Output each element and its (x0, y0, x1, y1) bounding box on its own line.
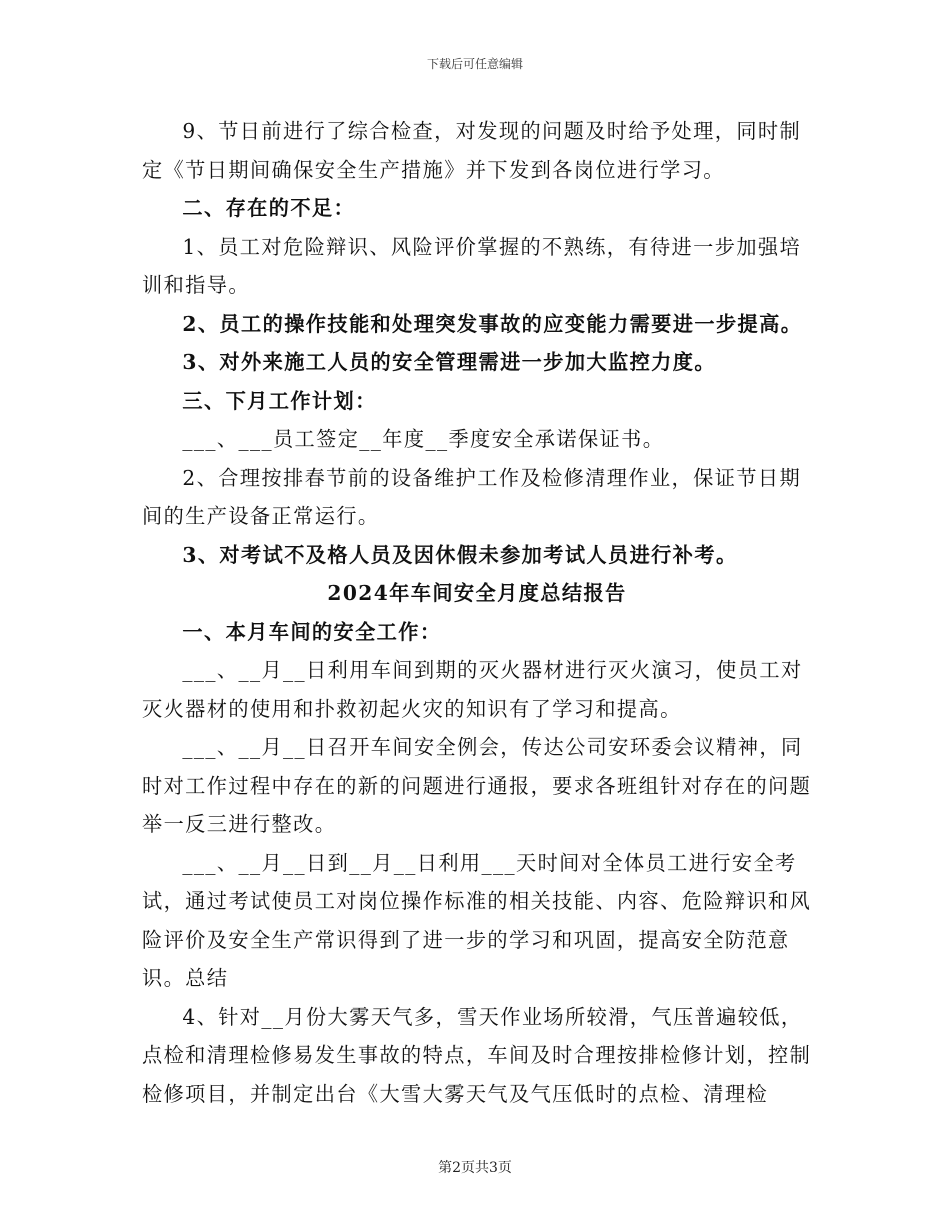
paragraph-1: 9、节日前进行了综合检查，对发现的问题及时给予处理，同时制定《节日期间确保安全生产措施》并下发到各岗位进行学习。 (142, 119, 802, 182)
paragraph-2: 1、员工对危险辩识、风险评价掌握的不熟练，有待进一步加强培训和指导。 (142, 234, 802, 297)
paragraph-9: ___、__月__日召开车间安全例会，传达公司安环委会议精神，同时对工作过程中存在的新的问题进行通报，要求各班组针对存在的问题举一反三进行整改。 (142, 735, 812, 836)
paragraph-3: 2、员工的操作技能和处理突发事故的应变能力需要进一步提高。 (182, 311, 803, 336)
page-footer: 第2页共3页 (438, 1160, 512, 1176)
paragraph-8: ___、__月__日利用车间到期的灭火器材进行灭火演习，使员工对灭火器材的使用和扑救初起火灾的知识有了学习和提高。 (142, 658, 803, 721)
paragraph-7: 3、对考试不及格人员及因休假未参加考试人员进行补考。 (182, 542, 738, 567)
section-heading-shortcomings: 二、存在的不足： (182, 196, 356, 220)
paragraph-5: ___、___员工签定__年度__季度安全承诺保证书。 (182, 427, 665, 451)
section-heading-safety-work: 一、本月车间的安全工作： (182, 619, 442, 644)
section-heading-next-month-plan: 三、下月工作计划： (182, 388, 377, 413)
paragraph-6: 2、合理按排春节前的设备维护工作及检修清理作业，保证节日期间的生产设备正常运行。 (142, 465, 802, 528)
paragraph-11: 4、针对__月份大雾天气多，雪天作业场所较滑，气压普遍较低，点检和清理检修易发生事故的特点，车间及时合理按排检修计划，控制检修项目，并制定出台《大雪大雾天气及气压低时的点检、清理检 (142, 1004, 812, 1106)
page-header: 下载后可任意编辑 (426, 57, 523, 71)
document-body (142, 112, 812, 1113)
paragraph-10: ___、__月__日到__月__日利用___天时间对全体员工进行安全考试，通过考试使员工对岗位操作标准的相关技能、内容、危险辩识和风险评价及安全生产常识得到了进一步的学习和巩固，提高安全防范意识。总结 (142, 850, 812, 990)
document-title: 2024年车间安全月度总结报告 (327, 581, 627, 605)
paragraph-4: 3、对外来施工人员的安全管理需进一步加大监控力度。 (182, 350, 716, 374)
